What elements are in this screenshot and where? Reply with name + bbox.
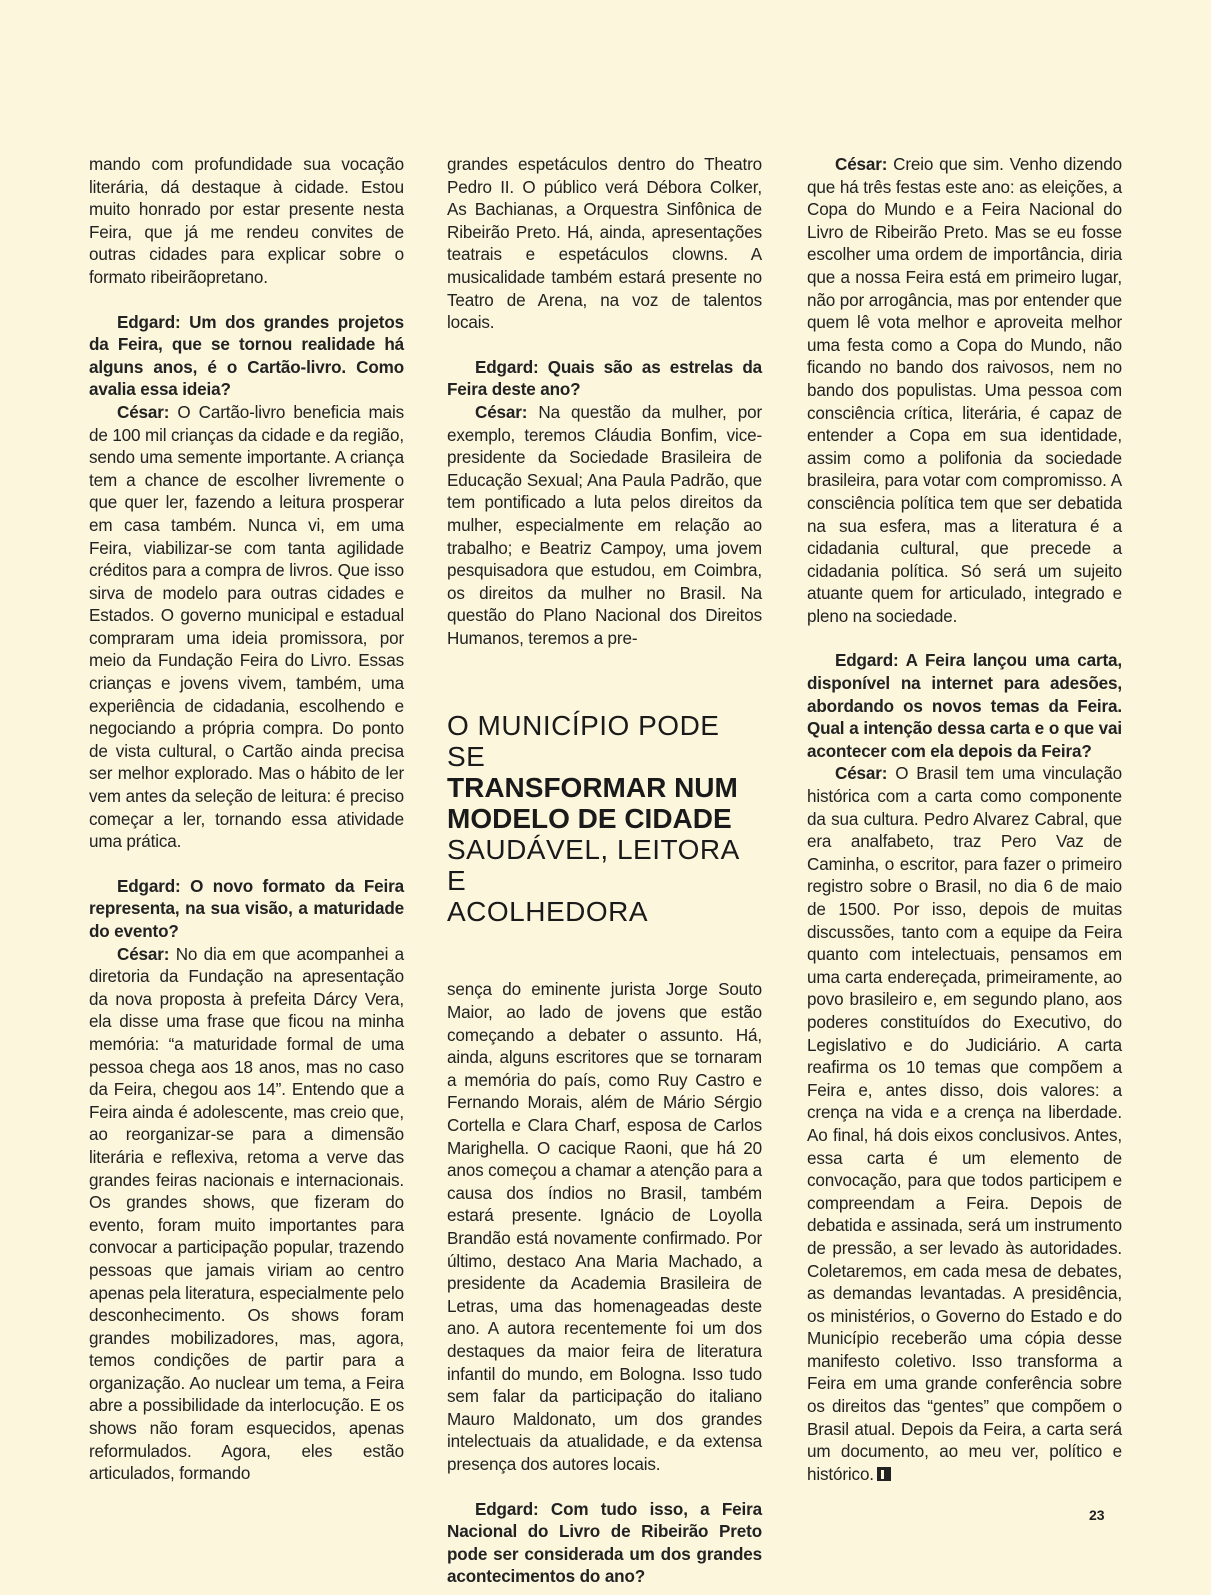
answer-text: Creio que sim. Venho dizendo que há três festas este ano: as eleições, a Copa do Mundo e a Feira Nacional do Livro de Ribeirão Preto. Mas se eu fosse escolher uma ordem de importância, diria que a nossa Feira está em primeiro lugar, não por arrogância, mas por entender que quem lê vota melhor e aproveita melhor uma festa como a Copa do Mundo, não ficando no bando dos raivosos, nem no bando dos populistas. Uma pessoa com consciência crítica, literária, é capaz de entender a Copa em sua identidade, assim como a polifonia da sociedade brasileira, para votar com compromisso. A consciência política tem que ser debatida na sua esfera, mas a literatura é a cidadania cultural, que precede a cidadania política. Só será um sujeito atuante quem for articulado, integrado e pleno na sociedade. (807, 155, 1122, 626)
interview-question: Edgard: A Feira lançou uma carta, disponível na internet para adesões, abordando os novos temas da Feira. Qual a intenção dessa carta e o que vai acontecer com ela depois da Feira? (807, 651, 1122, 761)
interview-question: Edgard: Quais são as estrelas da Feira deste ano? (447, 357, 762, 400)
interview-question: Edgard: O novo formato da Feira representa, na sua visão, a maturidade do evento? (89, 876, 404, 941)
interview-answer (807, 763, 1122, 1486)
speaker-name: César: (835, 764, 888, 784)
answer-text: O Cartão-livro beneficia mais de 100 mil crianças da cidade e da região, sendo uma semente importante. A criança tem a chance de escolher livremente o que quer ler, fazendo a leitura prosperar em casa também. Nunca vi, em uma Feira, viabilizar-se com tanta agilidade créditos para a compra de livros. Que isso sirva de modelo para outras cidades e Estados. O governo municipal e estadual compraram uma ideia promissora, por meio da Fundação Feira do Livro. Essas crianças e jovens vivem, também, uma experiência de cidadania, escolhendo e negociando a própria compra. Do ponto de vista cultural, o Cartão ainda precisa ser melhor explorado. Mas o hábito de ler vem antes da seleção de leitura: é preciso começar a ler, tornando essa atividade uma prática. (89, 402, 404, 852)
interview-question: Edgard: Com tudo isso, a Feira Nacional do Livro de Ribeirão Preto pode ser considerada um dos grandes acontecimentos do ano? (447, 1499, 762, 1587)
speaker-name: César: (117, 402, 170, 422)
paragraph: grandes espetáculos dentro do Theatro Pedro II. O público verá Débora Colker, As Bachianas, a Orquestra Sinfônica de Ribeirão Preto. Há, ainda, apresentações teatrais e espetáculos clowns. A musicalidade também estará presente no Teatro de Arena, na voz de talentos locais. (447, 155, 762, 333)
interview-answer (807, 154, 1122, 628)
answer-text: O Brasil tem uma vinculação histórica com a carta como componente da sua cultura. Pedro Alvarez Cabral, que era analfabeto, traz Pero Vaz de Caminha, o escritor, para fazer o primeiro registro sobre o Brasil, no dia 6 de maio de 1500. Por isso, depois de muitas discussões, tanto com a equipe da Feira quanto com intelectuais, pensamos em uma carta endereçada, primeiramente, ao povo brasileiro e, em segundo plano, aos poderes constituídos do Executivo, do Legislativo e do Judiciário. A carta reafirma os 10 temas que compõem a Feira e, antes disso, dois valores: a crença na vida e a crença na liberdade. Ao final, há dois eixos conclusivos. Antes, essa carta é um elemento de convocação, para que todos participem e compreendam a Feira. Depois de debatida e assinada, será um instrumento de pressão, a ser levado às autoridades. Coletaremos, em cada mesa de debates, as demandas levantadas. A presidência, os ministérios, o Governo do Estado e do Município receberão uma cópia desse manifesto coletivo. Isso transforma a Feira em uma grande conferência sobre os direitos das “gentes” que compõem o Brasil atual. Depois da Feira, a carta será um documento, ao meu ver, político e histórico. (807, 764, 1122, 1484)
interview-answer (89, 944, 404, 1486)
column-3 (807, 154, 1122, 1486)
pull-quote-line: SAUDÁVEL, LEITORA E (447, 834, 739, 897)
column-1 (89, 154, 404, 1486)
pull-quote-line: MODELO DE CIDADE (447, 803, 732, 835)
answer-text: Na questão da mulher, por exemplo, teremos Cláudia Bonfim, vice-presidente da Sociedade Brasileira de Educação Sexual; Ana Paula Padrão, que tem pontificado a luta pelos direitos da mulher, especialmente em relação ao trabalho; e Beatriz Campoy, uma jovem pesquisadora que estudou, em Coimbra, os direitos da mulher no Brasil. Na questão do Plano Nacional dos Direitos Humanos, teremos a pre- (447, 402, 762, 648)
pull-quote-line: ACOLHEDORA (447, 896, 649, 928)
interview-question: Edgard: Um dos grandes projetos da Feira, que se tornou realidade há alguns anos, é o Cartão-livro. Como avalia essa ideia? (89, 312, 404, 400)
interview-answer (447, 402, 762, 651)
paragraph: sença do eminente jurista Jorge Souto Maior, ao lado de jovens que estão começando a debater o assunto. Há, ainda, alguns escritores que se tornaram a memória do país, como Ruy Castro e Fernando Morais, além de Mário Sérgio Cortella e Clara Charf, esposa de Carlos Marighella. O cacique Raoni, que há 20 anos começou a chamar a atenção para a causa dos índios no Brasil, também estará presente. Ignácio de Loyolla Brandão está novamente confirmado. Por último, destaco Ana Maria Machado, a presidente da Academia Brasileira de Letras, uma das homenageadas deste ano. A autora recentemente foi um dos destaques da maior feira de literatura infantil do mundo, em Bologna. Isso tudo sem falar da participação do italiano Mauro Maldonato, um dos grandes intelectuais da atualidade, e da extensa presença dos autores locais. (447, 980, 762, 1474)
end-of-article-icon (877, 1467, 891, 1481)
interview-answer (89, 402, 404, 854)
answer-text: No dia em que acompanhei a diretoria da Fundação na apresentação da nova proposta à prefeita Dárcy Vera, ela disse uma frase que ficou na minha memória: “a maturidade formal de uma pessoa chega aos 18 anos, mas no caso da Feira, chegou aos 14”. Entendo que a Feira ainda é adolescente, mas creio que, ao reorganizar-se para a dimensão literária e reflexiva, retoma a verve das grandes feiras nacionais e internacionais. Os grandes shows, que fizeram do evento, foram muito importantes para convocar a participação popular, trazendo pessoas que jamais viriam ao centro apenas pela literatura, especialmente pelo desconhecimento. Os shows foram grandes mobilizadores, mas, agora, temos condições de partir para a organização. Ao nuclear um tema, a Feira abre a possibilidade da interlocução. E os shows não foram esquecidos, apenas reformulados. Agora, eles estão articulados, formando (89, 944, 404, 1484)
pull-quote-line: O MUNICÍPIO PODE SE (447, 710, 720, 773)
pull-quote (447, 710, 762, 927)
speaker-name: César: (117, 944, 170, 964)
speaker-name: César: (475, 402, 528, 422)
column-2 (447, 154, 762, 1589)
speaker-name: César: (835, 155, 888, 174)
page-number: 23 (1089, 1507, 1105, 1523)
paragraph: mando com profundidade sua vocação literária, dá destaque à cidade. Estou muito honrado por estar presente nesta Feira, que já me rendeu convites de outras cidades para explicar sobre o formato ribeirãopretano. (89, 155, 404, 287)
pull-quote-line: TRANSFORMAR NUM (447, 772, 738, 804)
